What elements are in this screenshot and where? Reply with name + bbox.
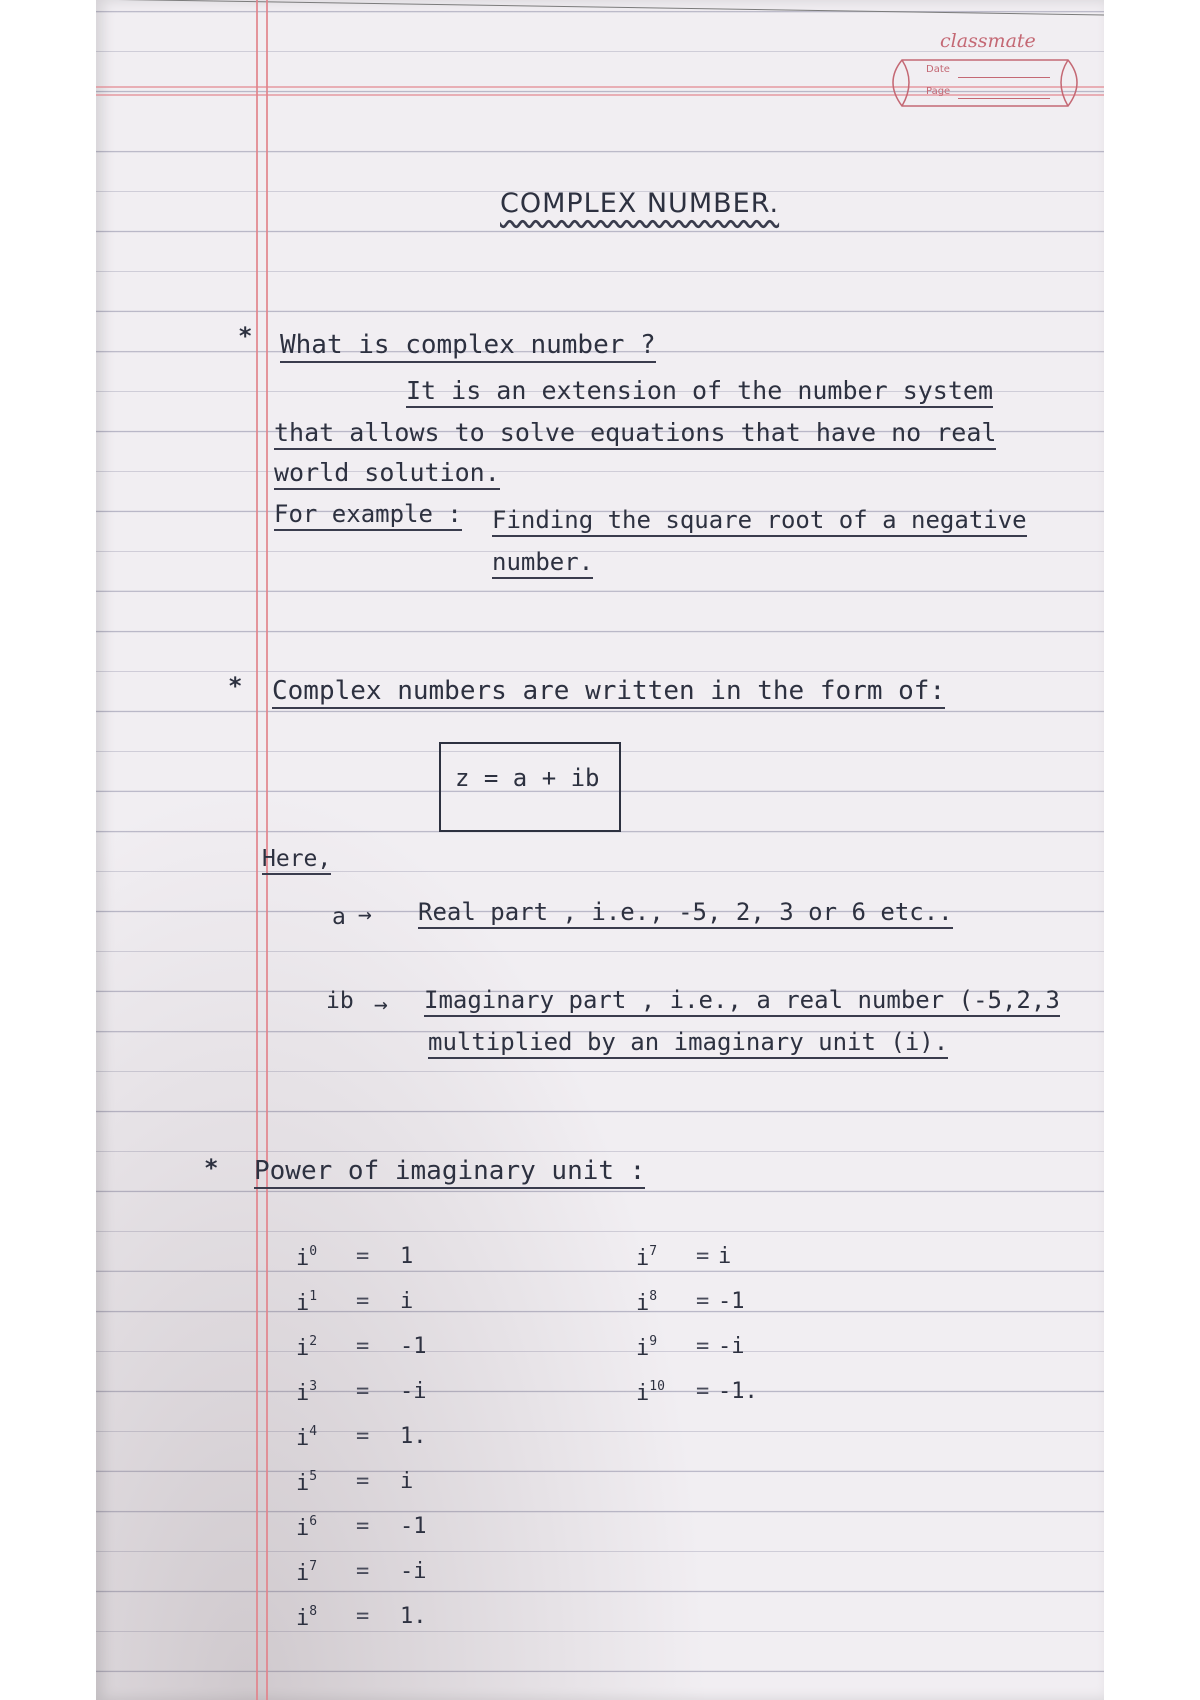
date-page-stamp: [882, 52, 1088, 114]
equals-sign: =: [696, 1289, 710, 1314]
power-value: i: [718, 1244, 732, 1269]
imaginary-part-description-1: Imaginary part , i.e., a real number (-5,2,3: [424, 986, 1060, 1017]
power-exponent: 7: [649, 1244, 658, 1259]
date-line: [958, 77, 1050, 78]
definition-line-2: that allows to solve equations that have no real: [274, 418, 996, 450]
power-exponent: 1: [309, 1289, 318, 1304]
power-exponent: 8: [649, 1289, 658, 1304]
equals-sign: =: [356, 1559, 370, 1584]
equals-sign: =: [356, 1334, 370, 1359]
power-term: [296, 1514, 317, 1541]
equals-sign: =: [696, 1334, 710, 1359]
power-base: i: [296, 1381, 310, 1406]
power-exponent: 7: [309, 1559, 318, 1574]
imaginary-term: ib: [326, 988, 354, 1014]
power-value: -i: [400, 1379, 427, 1404]
bullet-marker: *: [204, 1154, 219, 1182]
power-exponent: 0: [309, 1244, 318, 1259]
power-base: i: [296, 1291, 310, 1316]
power-term: [296, 1334, 317, 1361]
power-exponent: 3: [309, 1379, 318, 1394]
bullet-marker: *: [228, 672, 243, 700]
brand-logo: classmate: [940, 30, 1036, 52]
power-base: i: [296, 1426, 310, 1451]
equals-sign: =: [356, 1244, 370, 1269]
section-heading-what-is: What is complex number ?: [280, 330, 656, 363]
power-base: i: [296, 1561, 310, 1586]
power-exponent: 5: [309, 1469, 318, 1484]
example-line-2: number.: [492, 548, 593, 579]
equals-sign: =: [696, 1244, 710, 1269]
power-base: i: [296, 1606, 310, 1631]
date-label: Date: [926, 64, 950, 75]
equals-sign: =: [356, 1469, 370, 1494]
power-exponent: 8: [309, 1604, 318, 1619]
formula-box: [439, 742, 621, 832]
equals-sign: =: [356, 1289, 370, 1314]
power-term: [636, 1334, 657, 1361]
margin-line: [256, 0, 258, 1700]
real-part-description: Real part , i.e., -5, 2, 3 or 6 etc..: [418, 898, 953, 929]
power-value: -i: [718, 1334, 745, 1359]
power-base: i: [636, 1336, 650, 1361]
example-label: For example :: [274, 500, 462, 531]
definition-line-1: It is an extension of the number system: [406, 376, 993, 408]
right-arrow-icon: →: [358, 902, 372, 928]
power-term: [296, 1604, 317, 1631]
power-value: -i: [400, 1559, 427, 1584]
power-base: i: [296, 1471, 310, 1496]
power-base: i: [296, 1336, 310, 1361]
definition-line-3: world solution.: [274, 458, 500, 490]
power-term: [636, 1289, 657, 1316]
real-term: a: [332, 904, 346, 930]
page-label: Page: [926, 86, 951, 97]
equals-sign: =: [696, 1379, 710, 1404]
imaginary-part-description-2: multiplied by an imaginary unit (i).: [428, 1028, 948, 1059]
section-heading-form: Complex numbers are written in the form of:: [272, 676, 945, 709]
power-exponent: 10: [649, 1379, 665, 1394]
power-value: -1: [718, 1289, 745, 1314]
section-heading-powers: Power of imaginary unit :: [254, 1156, 645, 1189]
power-value: -1.: [718, 1379, 758, 1404]
power-term: [636, 1244, 657, 1271]
equals-sign: =: [356, 1379, 370, 1404]
power-value: 1: [400, 1244, 414, 1269]
power-base: i: [636, 1291, 650, 1316]
power-base: i: [296, 1246, 310, 1271]
formula-text: z = a + ib: [455, 764, 600, 792]
power-base: i: [296, 1516, 310, 1541]
right-arrow-icon: →: [374, 992, 388, 1018]
scroll-frame-icon: [882, 52, 1088, 114]
power-term: [296, 1559, 317, 1586]
power-term: [296, 1379, 317, 1406]
power-exponent: 2: [309, 1334, 318, 1349]
power-value: -1: [400, 1334, 427, 1359]
power-exponent: 6: [309, 1514, 318, 1529]
page-title: COMPLEX NUMBER.: [500, 188, 780, 219]
power-value: i: [400, 1289, 414, 1314]
power-exponent: 4: [309, 1424, 318, 1439]
page-line: [958, 98, 1050, 99]
power-value: 1.: [400, 1424, 427, 1449]
power-exponent: 9: [649, 1334, 658, 1349]
power-term: [296, 1469, 317, 1496]
power-term: [296, 1289, 317, 1316]
power-value: i: [400, 1469, 414, 1494]
power-term: [296, 1424, 317, 1451]
equals-sign: =: [356, 1604, 370, 1629]
example-line-1: Finding the square root of a negative: [492, 506, 1027, 537]
power-term: [636, 1379, 665, 1406]
power-base: i: [636, 1381, 650, 1406]
here-label: Here,: [262, 846, 331, 875]
power-value: -1: [400, 1514, 427, 1539]
power-value: 1.: [400, 1604, 427, 1629]
power-term: [296, 1244, 317, 1271]
bullet-marker: *: [238, 322, 253, 350]
power-base: i: [636, 1246, 650, 1271]
notebook-page: [96, 0, 1104, 1700]
equals-sign: =: [356, 1514, 370, 1539]
equals-sign: =: [356, 1424, 370, 1449]
